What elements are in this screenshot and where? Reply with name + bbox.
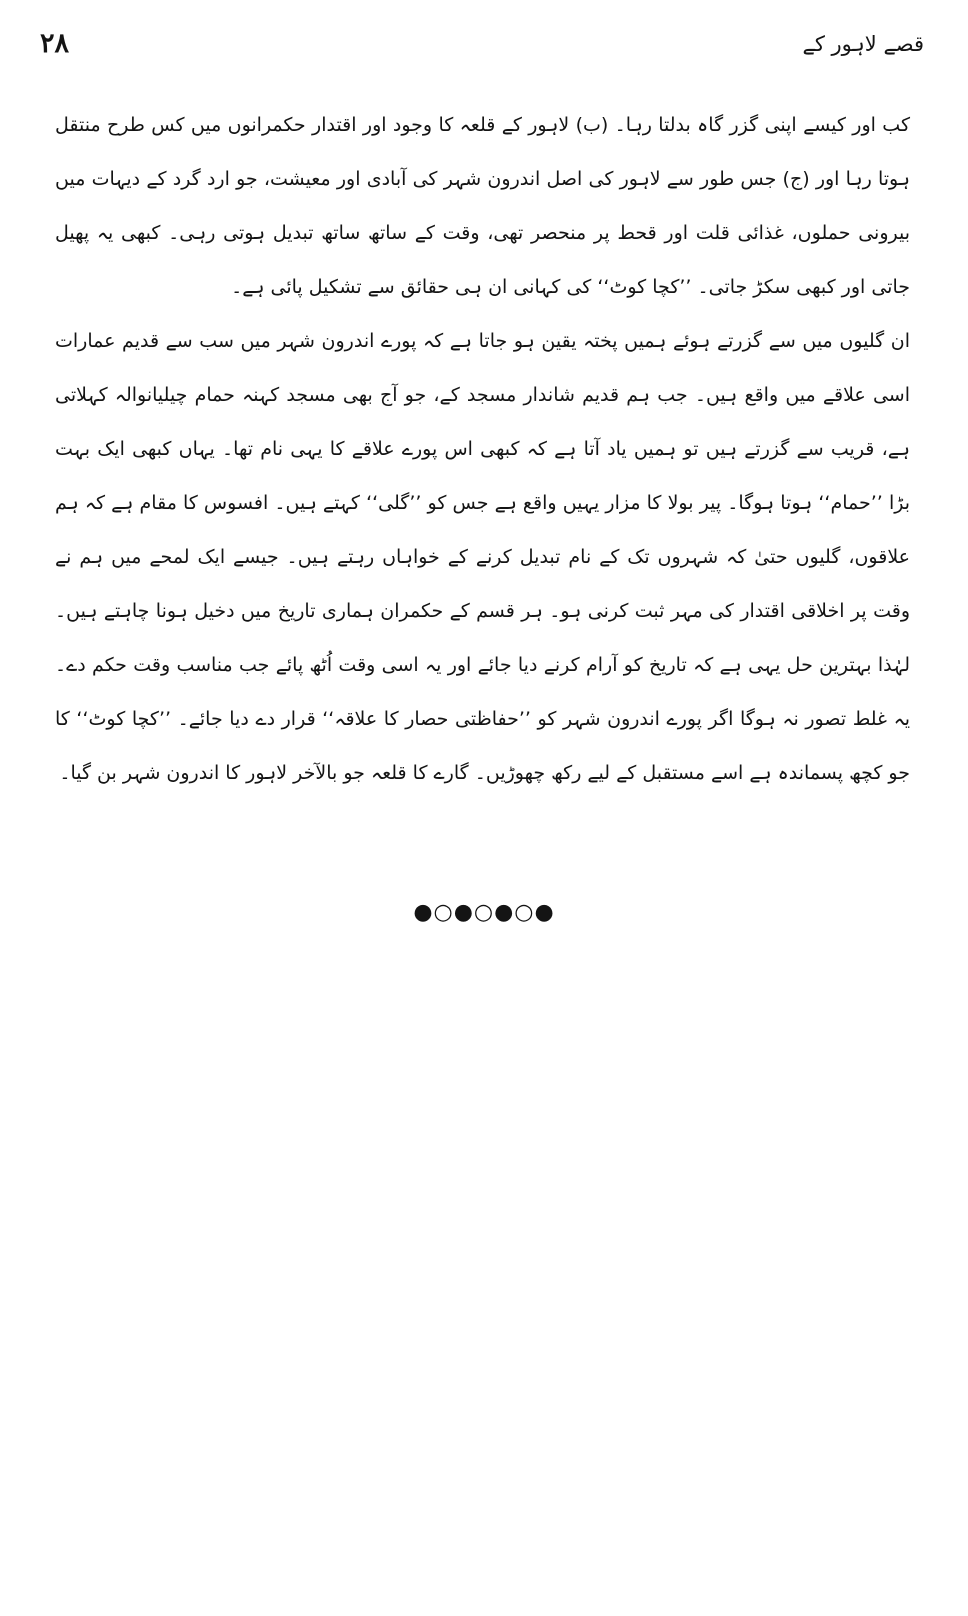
body-text xyxy=(55,98,910,800)
running-title: قصے لاہور کے xyxy=(802,32,924,56)
section-end-ornament: ●○●○●○● xyxy=(413,900,555,925)
paragraph-1: کب اور کیسے اپنی گزر گاہ بدلتا رہا۔ (ب) لاہور کے قلعہ کا وجود اور اقتدار حکمرانوں میں کس طرح منتقل ہوتا رہا اور (ج) جس طور سے لاہور کی اصل اندرون شہر کی آبادی اور معیشت، جو ارد گرد کے دیہات میں بیرونی حملوں، غذائی قلت اور قحط پر منحصر تھی، وقت کے ساتھ ساتھ تبدیل ہوتی رہی۔ کبھی یہ پھیل جاتی اور کبھی سکڑ جاتی۔ ’’کچا کوٹ‘‘ کی کہانی ان ہی حقائق سے تشکیل پائی ہے۔ xyxy=(55,114,910,298)
page-header xyxy=(40,22,924,72)
paragraph-2: ان گلیوں میں سے گزرتے ہوئے ہمیں پختہ یقین ہو جاتا ہے کہ پورے اندرون شہر میں سب سے قدیم عمارات اسی علاقے میں واقع ہیں۔ جب ہم قدیم شاندار مسجد کے، جو آج بھی مسجد کہنہ حمام چیلیانوالہ کہلاتی ہے، قریب سے گزرتے ہیں تو ہمیں یاد آتا ہے کہ کبھی اس پورے علاقے کا یہی نام تھا۔ یہاں کبھی ایک بہت بڑا ’’حمام‘‘ ہوتا ہوگا۔ پیر بولا کا مزار یہیں واقع ہے جس کو ’’گلی‘‘ کہتے ہیں۔ افسوس کا مقام ہے کہ ہم علاقوں، گلیوں حتیٰ کہ شہروں تک کے نام تبدیل کرنے کے خواہاں رہتے ہیں۔ جیسے ایک لمحے میں ہم نے وقت پر اخلاقی اقتدار کی مہر ثبت کرنی ہو۔ ہر قسم کے حکمران ہماری تاریخ میں دخیل ہونا چاہتے ہیں۔ لہٰذا بہترین حل یہی ہے کہ تاریخ کو آرام کرنے دیا جائے اور یہ اسی وقت اُٹھ پائے جب مناسب وقت حکم دے۔ یہ غلط تصور نہ ہوگا اگر پورے اندرون شہر کو ’’حفاظتی حصار کا علاقہ‘‘ قرار دے دیا جائے۔ ’’کچا کوٹ‘‘ کا جو کچھ پسماندہ ہے اسے مستقبل کے لیے رکھ چھوڑیں۔ گارے کا قلعہ جو بالآخر لاہور کا اندرون شہر بن گیا۔ xyxy=(55,330,910,784)
page-number: ۲۸ xyxy=(40,28,70,59)
